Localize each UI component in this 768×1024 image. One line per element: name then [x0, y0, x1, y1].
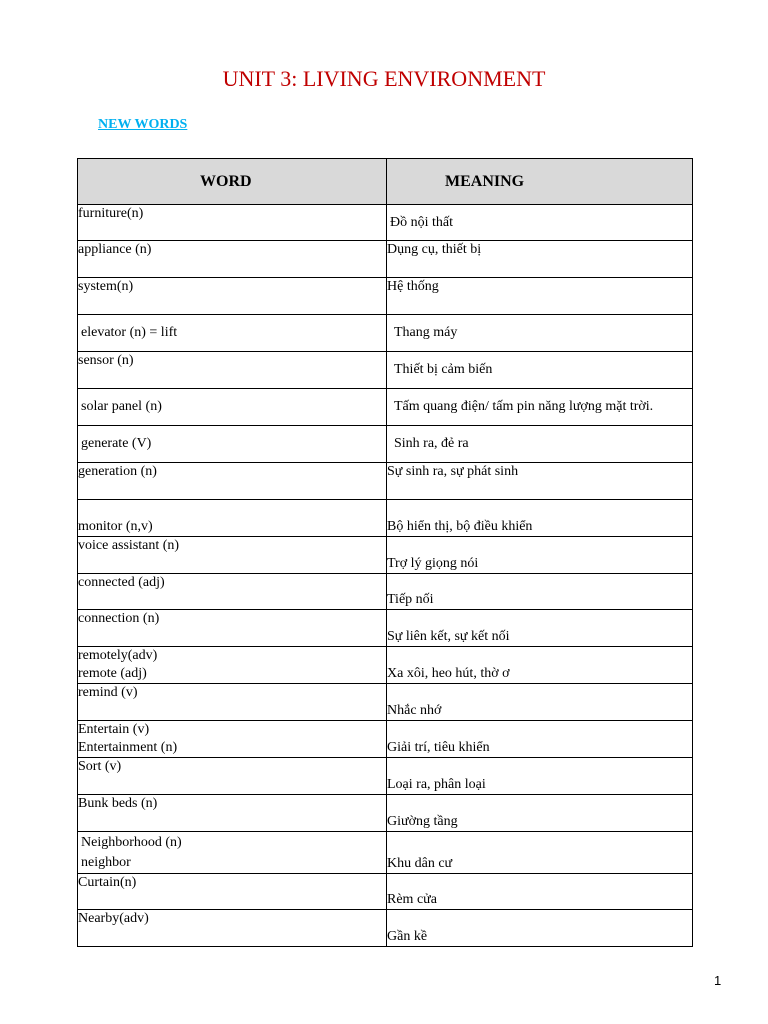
- word-cell: [78, 647, 387, 684]
- word-cell: solar panel (n): [78, 389, 387, 426]
- table-row: [78, 278, 693, 315]
- word-cell: Sort (v): [78, 758, 387, 795]
- table-row: [78, 721, 693, 758]
- word-cell: connection (n): [78, 610, 387, 647]
- table-row: [78, 205, 693, 241]
- word-line: remotely(adv): [78, 648, 158, 663]
- table-row: [78, 910, 693, 947]
- meaning-cell: Tấm quang điện/ tấm pin năng lượng mặt trời.: [387, 389, 693, 426]
- word-cell: elevator (n) = lift: [78, 315, 387, 352]
- meaning-cell: Thang máy: [387, 315, 693, 352]
- word-line: neighbor: [81, 854, 131, 870]
- meaning-cell: Bộ hiển thị, bộ điều khiển: [387, 500, 693, 537]
- meaning-cell: Gần kề: [387, 910, 693, 947]
- meaning-cell: Xa xôi, heo hút, thờ ơ: [387, 647, 693, 684]
- word-cell: Nearby(adv): [78, 910, 387, 947]
- table-header-row: [78, 159, 693, 205]
- table-row: [78, 315, 693, 352]
- table-row: [78, 795, 693, 832]
- meaning-cell: Loại ra, phân loại: [387, 758, 693, 795]
- word-cell: [78, 721, 387, 758]
- meaning-cell: Khu dân cư: [387, 832, 693, 874]
- meaning-cell: Giải trí, tiêu khiển: [387, 721, 693, 758]
- meaning-cell: Giường tầng: [387, 795, 693, 832]
- vocabulary-table: [77, 158, 693, 947]
- word-cell: system(n): [78, 278, 387, 315]
- meaning-cell: Sự liên kết, sự kết nối: [387, 610, 693, 647]
- table-row: [78, 389, 693, 426]
- word-cell: connected (adj): [78, 574, 387, 610]
- table-row: [78, 874, 693, 910]
- word-cell: Curtain(n): [78, 874, 387, 910]
- word-line: Neighborhood (n): [81, 834, 182, 850]
- table-row: [78, 463, 693, 500]
- table-row: [78, 832, 693, 874]
- table-row: [78, 241, 693, 278]
- meaning-cell: Trợ lý giọng nói: [387, 537, 693, 574]
- table-row: [78, 352, 693, 389]
- word-line: Entertainment (n): [78, 740, 178, 755]
- word-line: remote (adj): [78, 666, 147, 681]
- word-cell: monitor (n,v): [78, 500, 387, 537]
- word-cell: appliance (n): [78, 241, 387, 278]
- word-cell: furniture(n): [78, 205, 387, 241]
- meaning-cell: Sự sinh ra, sự phát sinh: [387, 463, 693, 500]
- word-cell: Bunk beds (n): [78, 795, 387, 832]
- meaning-cell: Sinh ra, đẻ ra: [387, 426, 693, 463]
- table-row: [78, 610, 693, 647]
- table-row: [78, 758, 693, 795]
- header-meaning: MEANING: [387, 159, 693, 205]
- meaning-cell: Tiếp nối: [387, 574, 693, 610]
- word-cell: generation (n): [78, 463, 387, 500]
- section-heading: NEW WORDS: [98, 117, 188, 132]
- meaning-cell: Đồ nội thất: [387, 205, 693, 241]
- table-row: [78, 426, 693, 463]
- word-cell: generate (V): [78, 426, 387, 463]
- word-cell: voice assistant (n): [78, 537, 387, 574]
- word-cell: remind (v): [78, 684, 387, 721]
- table-row: [78, 537, 693, 574]
- word-cell: sensor (n): [78, 352, 387, 389]
- meaning-cell: Rèm cửa: [387, 874, 693, 910]
- table-row: [78, 647, 693, 684]
- table-row: [78, 684, 693, 721]
- word-cell: [78, 832, 387, 874]
- page-number: 1: [714, 973, 722, 988]
- word-line: Entertain (v): [78, 722, 150, 737]
- table-row: [78, 574, 693, 610]
- meaning-cell: Hệ thống: [387, 278, 693, 315]
- meaning-cell: Nhắc nhớ: [387, 684, 693, 721]
- page-title: UNIT 3: LIVING ENVIRONMENT: [222, 66, 546, 91]
- table-row: [78, 500, 693, 537]
- meaning-cell: Dụng cụ, thiết bị: [387, 241, 693, 278]
- meaning-cell: Thiết bị cảm biến: [387, 352, 693, 389]
- header-word: WORD: [78, 159, 387, 205]
